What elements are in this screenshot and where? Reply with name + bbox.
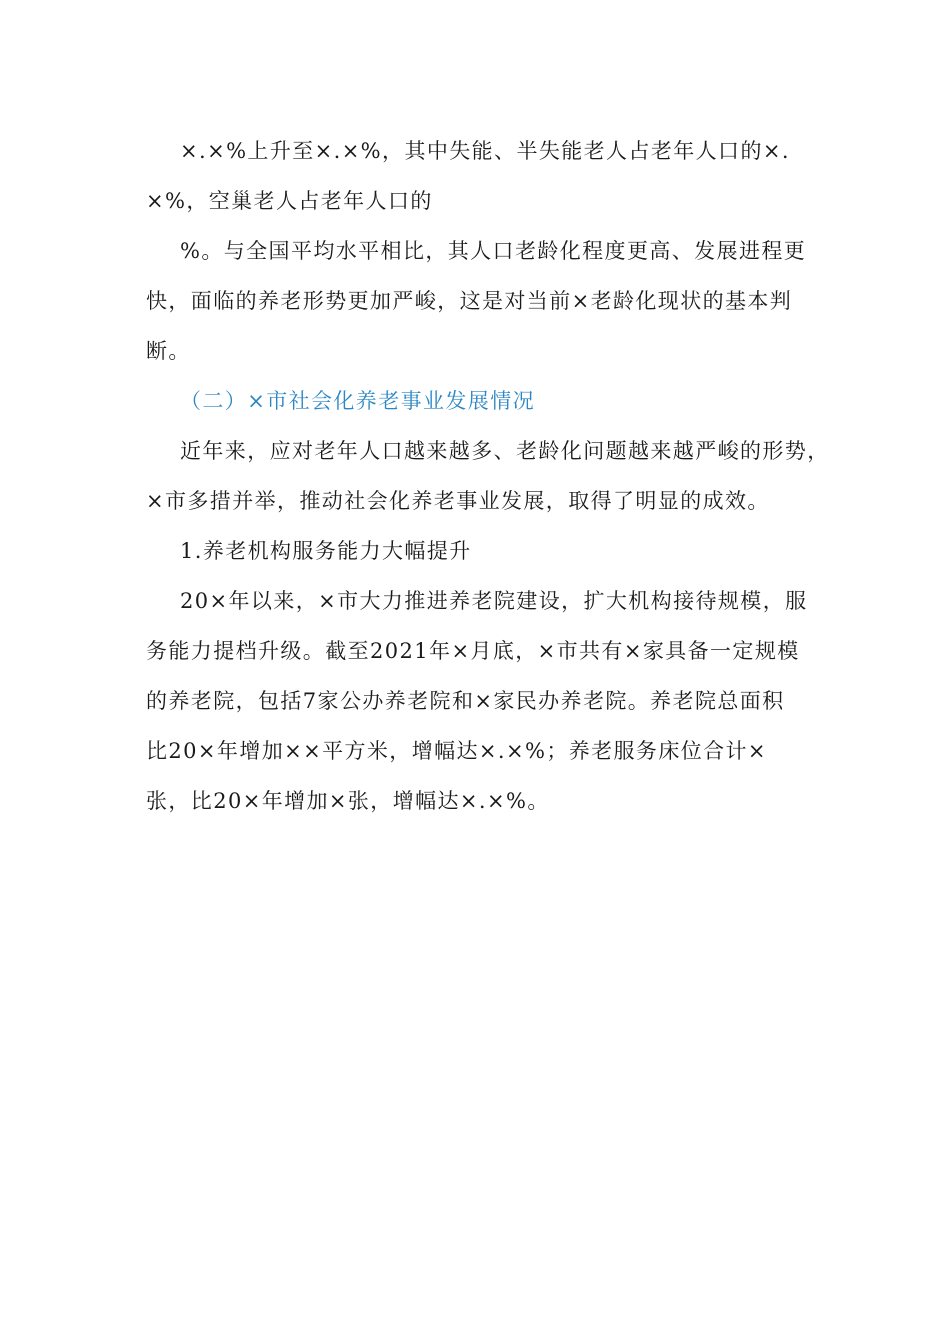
paragraph-line: ×.×%上升至×.×%，其中失能、半失能老人占老年人口的×. [180,139,790,163]
subsection-heading: 1.养老机构服务能力大幅提升 [180,539,472,563]
paragraph-line: 的养老院，包括7家公办养老院和×家民办养老院。养老院总面积 [146,689,785,713]
paragraph-line: 快，面临的养老形势更加严峻，这是对当前×老龄化现状的基本判 [146,289,793,313]
section-heading: （二）×市社会化养老事业发展情况 [180,389,535,413]
paragraph-line: ×%，空巢老人占老年人口的 [146,189,433,213]
paragraph-line: %。与全国平均水平相比，其人口老龄化程度更高、发展进程更 [180,239,807,263]
paragraph-line: 20×年以来，×市大力推进养老院建设，扩大机构接待规模，服 [180,589,808,613]
paragraph-line: ×市多措并举，推动社会化养老事业发展，取得了明显的成效。 [146,489,770,513]
paragraph-line: 近年来，应对老年人口越来越多、老龄化问题越来越严峻的形势， [180,439,830,463]
paragraph-line: 比20×年增加××平方米，增幅达×.×%；养老服务床位合计× [146,739,767,763]
paragraph-line: 张，比20×年增加×张，增幅达×.×%。 [146,789,550,813]
paragraph-line: 务能力提档升级。截至2021年×月底，×市共有×家具备一定规模 [146,639,800,663]
paragraph-line: 断。 [146,339,191,363]
document-body [146,126,830,826]
